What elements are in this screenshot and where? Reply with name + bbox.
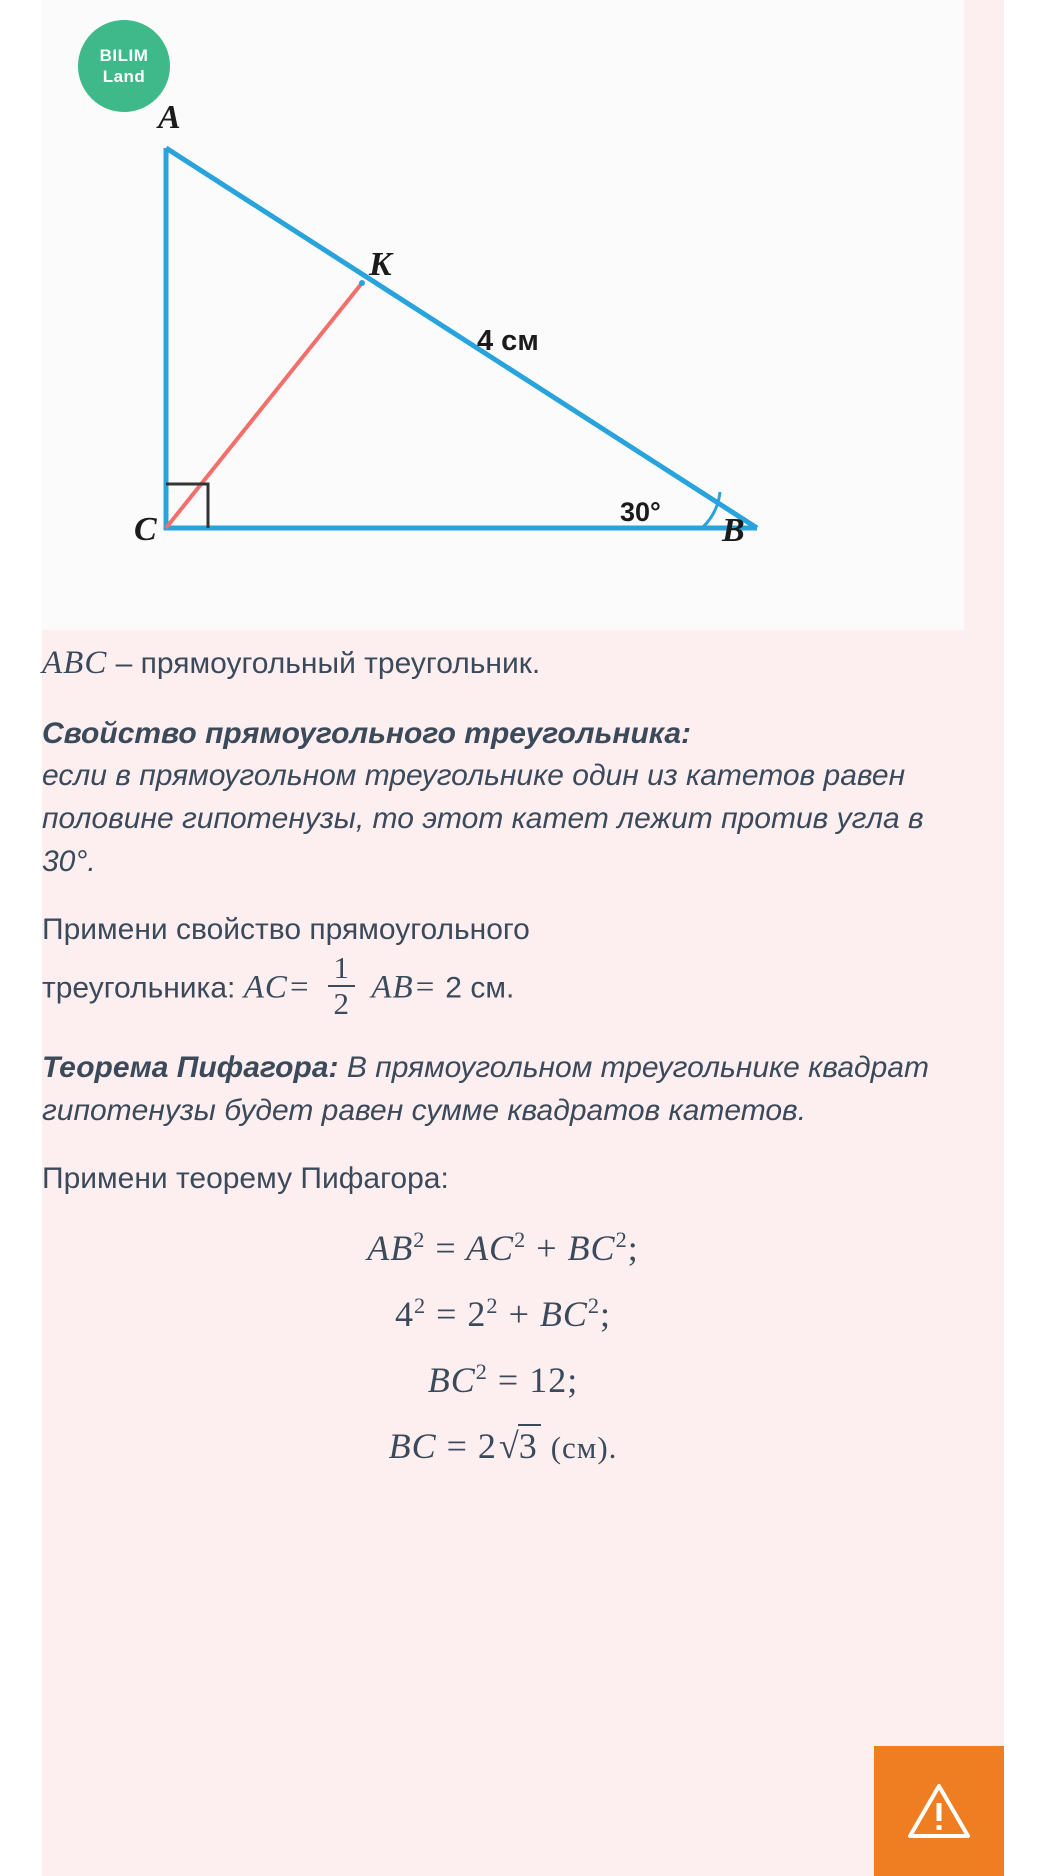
ac-label: AC — [243, 969, 288, 1006]
label-b: B — [722, 512, 745, 549]
ab-label: AB — [371, 969, 414, 1006]
pythagoras-title: Теорема Пифагора: — [42, 1050, 339, 1084]
warning-icon — [907, 1782, 971, 1840]
pythagoras-block — [42, 1047, 964, 1132]
logo-line-1: BILIM — [99, 45, 149, 65]
abc-math-label: ABC — [42, 645, 108, 681]
half-fraction — [328, 949, 356, 1022]
label-k: K — [369, 246, 392, 283]
equation-1: $AB^2 = AC^2 + BC^2$; — [367, 1226, 639, 1268]
property-block — [42, 713, 964, 883]
equals-sign-1: = — [287, 969, 312, 1006]
fraction-denominator: 2 — [328, 985, 356, 1021]
left-margin — [0, 0, 42, 1876]
right-margin — [1004, 0, 1043, 1876]
warning-button[interactable] — [874, 1746, 1004, 1876]
apply-property-block — [42, 909, 964, 1021]
fraction-numerator: 1 — [333, 949, 349, 985]
solution-text — [42, 640, 964, 1491]
equals-sign-2: = — [413, 969, 437, 1006]
statement-triangle-text: – прямоугольный треугольник. — [107, 647, 541, 680]
bilim-land-logo — [78, 20, 170, 112]
label-c: C — [134, 511, 157, 548]
label-a: A — [158, 99, 181, 136]
apply-pythagoras: Примени теорему Пифагора: — [42, 1162, 449, 1196]
triangle-figure — [42, 0, 964, 630]
label-side-4cm: 4 см — [477, 325, 539, 357]
property-title: Свойство прямоугольного треугольника: — [42, 716, 692, 750]
equation-3: $BC^2 = 12$; — [427, 1358, 579, 1400]
ac-value: 2 см. — [445, 971, 515, 1005]
apply-property-line1: Примени свойство прямоугольного — [42, 913, 530, 947]
pythagoras-text: В прямоугольном треугольнике квадрат гипотенузы будет равен сумме квадратов катетов. — [42, 1050, 929, 1127]
logo-line-2: Land — [102, 67, 146, 86]
property-text: если в прямоугольном треугольнике один из катетов равен половине гипотенузы, то этот катет лежит против угла в 30°. — [42, 759, 924, 878]
label-angle-30: 30° — [620, 497, 661, 527]
statement-triangle — [42, 640, 964, 687]
apply-property-line2: треугольника: — [42, 971, 236, 1005]
equation-2: $4^2 = 2^2 + BC^2$; — [394, 1292, 612, 1334]
equation-4: BC = 2√3 (см). — [388, 1425, 618, 1466]
